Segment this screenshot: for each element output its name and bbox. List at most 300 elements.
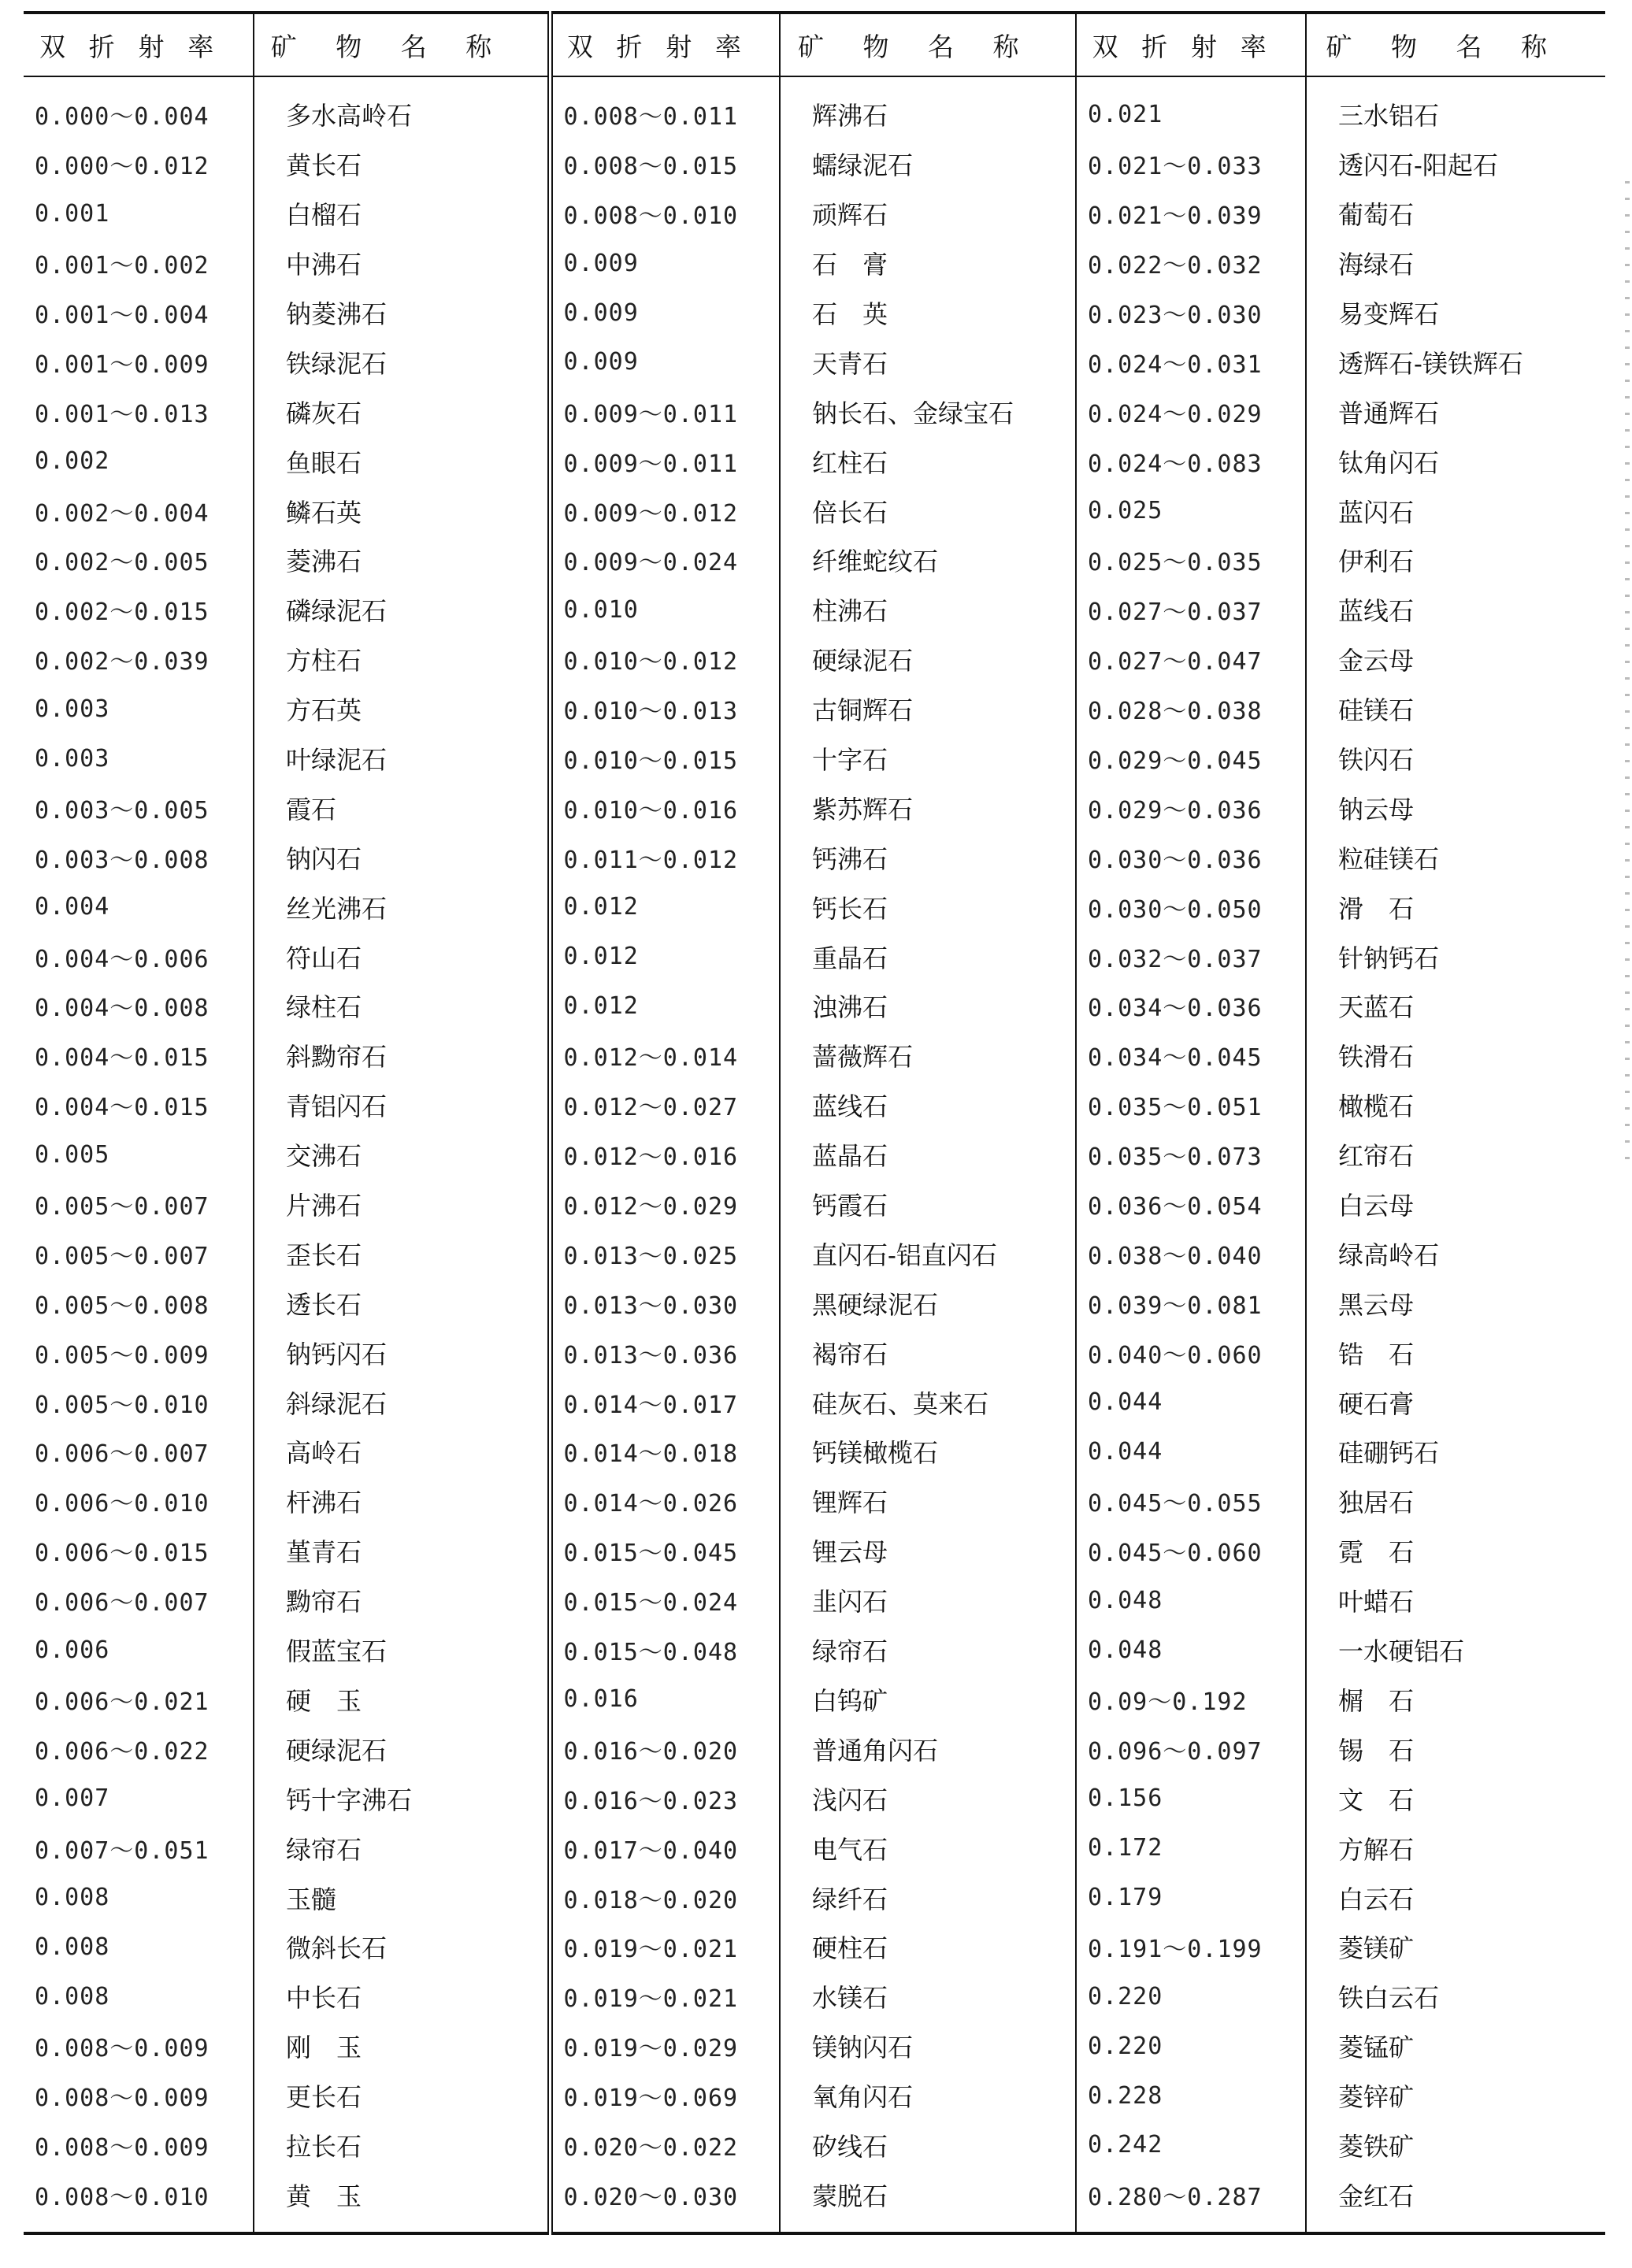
- mineral-name: 刚 玉: [254, 2022, 550, 2071]
- birefringence-value: 0.013～0.036: [550, 1328, 780, 1377]
- mineral-name: 石 膏: [780, 239, 1076, 288]
- edge-mark: [1625, 231, 1630, 233]
- mineral-name: 钠钙闪石: [254, 1328, 550, 1377]
- mineral-name: 韭闪石: [780, 1576, 1076, 1625]
- mineral-name: 氧角闪石: [780, 2071, 1076, 2121]
- edge-mark: [1625, 247, 1630, 250]
- mineral-name: 锡 石: [1338, 1735, 1415, 1766]
- birefringence-value: 0.004～0.015: [24, 1031, 254, 1080]
- header-mineral-name-1: 矿物名称: [254, 13, 550, 76]
- table-row: [24, 1228, 1605, 1278]
- mineral-name: 蓝闪石: [1338, 497, 1415, 528]
- edge-mark: [1625, 512, 1630, 514]
- edge-mark: [1625, 561, 1630, 564]
- birefringence-value: 0.008～0.009: [24, 2071, 254, 2121]
- edge-mark: [1625, 1124, 1630, 1126]
- table-row: [24, 1377, 1605, 1427]
- mineral-name: 堇青石: [254, 1526, 550, 1576]
- table-row: [24, 1724, 1605, 1773]
- mineral-name: 钠菱沸石: [254, 288, 550, 338]
- table-row: [24, 288, 1605, 338]
- edge-mark: [1625, 727, 1630, 729]
- mineral-name: 钛角闪石: [1338, 447, 1440, 478]
- mineral-name: 金红石: [1306, 2170, 1605, 2233]
- mineral-name: 中沸石: [254, 239, 550, 288]
- mineral-name: 纤维蛇纹石: [780, 536, 1076, 585]
- mineral-name: 褐帘石: [780, 1328, 1076, 1377]
- page-edge-bleed: [1623, 181, 1630, 2071]
- birefringence-value: 0.015～0.048: [550, 1625, 780, 1675]
- birefringence-value: 0.003～0.008: [24, 832, 254, 882]
- edge-mark: [1625, 876, 1630, 878]
- table-row: [24, 486, 1605, 536]
- birefringence-value: 0.012～0.029: [550, 1180, 780, 1229]
- edge-mark: [1625, 479, 1630, 481]
- birefringence-value: 0.005～0.010: [24, 1377, 254, 1427]
- mineral-name: 直闪石-铝直闪石: [780, 1228, 1076, 1278]
- birefringence-value: 0.010～0.015: [550, 734, 780, 784]
- mineral-name: 鱼眼石: [254, 436, 550, 486]
- birefringence-value: 0.179: [1076, 1873, 1306, 1922]
- mineral-name: 硅镁石: [1338, 695, 1415, 726]
- mineral-name: 三水铝石: [1338, 101, 1440, 132]
- mineral-name: 交沸石: [254, 1130, 550, 1180]
- birefringence-value: 0.004～0.006: [24, 932, 254, 981]
- mineral-name: 黄 玉: [254, 2170, 550, 2233]
- birefringence-value: 0.172: [1076, 1823, 1306, 1873]
- birefringence-value: 0.021～0.039: [1076, 189, 1306, 239]
- table-row: [24, 1576, 1605, 1625]
- mineral-name: 磷绿泥石: [254, 585, 550, 635]
- birefringence-value: 0.006～0.021: [24, 1675, 254, 1725]
- mineral-name: 伊利石: [1338, 547, 1415, 577]
- mineral-name: 高岭石: [254, 1427, 550, 1477]
- birefringence-value: 0.010: [550, 585, 780, 635]
- birefringence-value: 0.000～0.012: [24, 139, 254, 189]
- mineral-name: 符山石: [254, 932, 550, 981]
- edge-mark: [1625, 892, 1630, 895]
- edge-mark: [1625, 1058, 1630, 1060]
- edge-mark: [1625, 991, 1630, 994]
- birefringence-value: 0.001～0.009: [24, 337, 254, 387]
- birefringence-value: 0.038～0.040: [1076, 1228, 1306, 1278]
- birefringence-value: 0.156: [1076, 1773, 1306, 1823]
- mineral-name: 红帘石: [1338, 1141, 1415, 1172]
- edge-mark: [1625, 1140, 1630, 1143]
- mineral-name: 天青石: [780, 337, 1076, 387]
- birefringence-value: 0.005: [24, 1130, 254, 1180]
- birefringence-value: 0.018～0.020: [550, 1873, 780, 1922]
- mineral-name: 玉髓: [254, 1873, 550, 1922]
- mineral-name: 绿纤石: [780, 1873, 1076, 1922]
- birefringence-value: 0.008～0.011: [550, 76, 780, 139]
- birefringence-value: 0.015～0.024: [550, 1576, 780, 1625]
- table-row: [24, 1080, 1605, 1130]
- mineral-name: 锂云母: [780, 1526, 1076, 1576]
- table-row: [24, 1526, 1605, 1576]
- mineral-name: 滑 石: [1338, 893, 1415, 924]
- table-row: [24, 932, 1605, 981]
- mineral-name: 电气石: [780, 1823, 1076, 1873]
- mineral-name: 钠云母: [1338, 794, 1415, 825]
- edge-mark: [1625, 396, 1630, 398]
- birefringence-value: 0.048: [1076, 1625, 1306, 1675]
- birefringence-value: 0.035～0.051: [1076, 1080, 1306, 1130]
- birefringence-value: 0.220: [1076, 1972, 1306, 2022]
- mineral-name: 海绿石: [1338, 250, 1415, 280]
- edge-mark: [1625, 1041, 1630, 1043]
- table-row: [24, 189, 1605, 239]
- mineral-name: 菱锌矿: [1338, 2082, 1415, 2113]
- mineral-name: 鳞石英: [254, 486, 550, 536]
- mineral-name: 白钨矿: [780, 1675, 1076, 1725]
- birefringence-value: 0.025～0.035: [1076, 536, 1306, 585]
- birefringence-value: 0.014～0.026: [550, 1477, 780, 1526]
- birefringence-value: 0.025: [1076, 486, 1306, 536]
- birefringence-value: 0.044: [1076, 1377, 1306, 1427]
- edge-mark: [1625, 1091, 1630, 1093]
- edge-mark: [1625, 644, 1630, 647]
- table-header: [24, 13, 1605, 76]
- table-row: [24, 882, 1605, 932]
- birefringence-value: 0.027～0.037: [1076, 585, 1306, 635]
- mineral-name: 蓝线石: [1338, 596, 1415, 627]
- birefringence-value: 0.004～0.015: [24, 1080, 254, 1130]
- birefringence-value: 0.002～0.005: [24, 536, 254, 585]
- table-row: [24, 1278, 1605, 1328]
- mineral-name: 绿柱石: [254, 981, 550, 1031]
- birefringence-value: 0.007～0.051: [24, 1823, 254, 1873]
- header-birefringence-3: 双折射率: [1076, 13, 1306, 76]
- mineral-name: 浅闪石: [780, 1773, 1076, 1823]
- edge-mark: [1625, 1157, 1630, 1159]
- birefringence-value: 0.009～0.012: [550, 486, 780, 536]
- edge-mark: [1625, 595, 1630, 597]
- birefringence-value: 0.008～0.015: [550, 139, 780, 189]
- mineral-name: 易变辉石: [1338, 299, 1440, 329]
- edge-mark: [1625, 297, 1630, 299]
- mineral-name: 片沸石: [254, 1180, 550, 1229]
- edge-mark: [1625, 429, 1630, 432]
- birefringence-value: 0.002～0.015: [24, 585, 254, 635]
- mineral-name: 歪长石: [254, 1228, 550, 1278]
- mineral-name: 青铝闪石: [254, 1080, 550, 1130]
- table-row: [24, 2170, 1605, 2233]
- mineral-name: 天蓝石: [1338, 992, 1415, 1023]
- mineral-name: 蓝线石: [780, 1080, 1076, 1130]
- birefringence-value: 0.029～0.045: [1076, 734, 1306, 784]
- birefringence-value: 0.010～0.016: [550, 783, 780, 832]
- header-mineral-name-2: 矿物名称: [780, 13, 1076, 76]
- edge-mark: [1625, 313, 1630, 316]
- birefringence-value: 0.009: [550, 239, 780, 288]
- birefringence-value: 0.036～0.054: [1076, 1180, 1306, 1229]
- edge-mark: [1625, 661, 1630, 663]
- edge-mark: [1625, 826, 1630, 828]
- birefringence-value: 0.010～0.012: [550, 635, 780, 684]
- mineral-name: 蔷薇辉石: [780, 1031, 1076, 1080]
- mineral-name: 白云石: [1338, 1884, 1415, 1914]
- birefringence-value: 0.012: [550, 932, 780, 981]
- birefringence-value: 0.096～0.097: [1076, 1724, 1306, 1773]
- birefringence-table-container: [24, 11, 1605, 2235]
- birefringence-value: 0.008: [24, 1972, 254, 2022]
- mineral-name: 蓝晶石: [780, 1130, 1076, 1180]
- mineral-name: 针钠钙石: [1338, 943, 1440, 973]
- edge-mark: [1625, 545, 1630, 547]
- birefringence-value: 0.004～0.008: [24, 981, 254, 1031]
- mineral-name: 假蓝宝石: [254, 1625, 550, 1675]
- birefringence-value: 0.003～0.005: [24, 783, 254, 832]
- mineral-name: 柱沸石: [780, 585, 1076, 635]
- birefringence-value: 0.008～0.009: [24, 2022, 254, 2071]
- birefringence-value: 0.014～0.017: [550, 1377, 780, 1427]
- birefringence-value: 0.019～0.021: [550, 1972, 780, 2022]
- header-birefringence-2: 双折射率: [550, 13, 780, 76]
- header-mineral-name-3: 矿物名称: [1306, 13, 1605, 76]
- birefringence-value: 0.022～0.032: [1076, 239, 1306, 288]
- edge-mark: [1625, 611, 1630, 613]
- table-row: [24, 1625, 1605, 1675]
- mineral-name: 绿高岭石: [1338, 1240, 1440, 1270]
- birefringence-value: 0.045～0.060: [1076, 1526, 1306, 1576]
- mineral-name: 粒硅镁石: [1338, 843, 1440, 874]
- mineral-name: 古铜辉石: [780, 684, 1076, 734]
- birefringence-value: 0.006: [24, 1625, 254, 1675]
- birefringence-value: 0.016: [550, 1675, 780, 1725]
- birefringence-value: 0.005～0.008: [24, 1278, 254, 1328]
- mineral-name: 黑硬绿泥石: [780, 1278, 1076, 1328]
- birefringence-value: 0.001～0.013: [24, 387, 254, 436]
- edge-mark: [1625, 1074, 1630, 1077]
- birefringence-value: 0.008～0.010: [550, 189, 780, 239]
- mineral-name: 普通辉石: [1338, 398, 1440, 428]
- mineral-name: 钠长石、金绿宝石: [780, 387, 1076, 436]
- birefringence-value: 0.002～0.039: [24, 635, 254, 684]
- mineral-name: 多水高岭石: [254, 76, 550, 139]
- birefringence-value: 0.008: [24, 1922, 254, 1972]
- mineral-name: 普通角闪石: [780, 1724, 1076, 1773]
- birefringence-value: 0.002: [24, 436, 254, 486]
- mineral-name: 方解石: [1338, 1834, 1415, 1865]
- birefringence-value: 0.006～0.015: [24, 1526, 254, 1576]
- mineral-name: 中长石: [254, 1972, 550, 2022]
- mineral-name: 硬 玉: [254, 1675, 550, 1725]
- birefringence-value: 0.001～0.004: [24, 288, 254, 338]
- birefringence-value: 0.024～0.083: [1076, 436, 1306, 486]
- birefringence-value: 0.012～0.016: [550, 1130, 780, 1180]
- edge-mark: [1625, 363, 1630, 365]
- table-row: [24, 734, 1605, 784]
- birefringence-value: 0.011～0.012: [550, 832, 780, 882]
- mineral-name: 白云母: [1338, 1191, 1415, 1221]
- edge-mark: [1625, 810, 1630, 812]
- birefringence-value: 0.048: [1076, 1576, 1306, 1625]
- mineral-name: 钙镁橄榄石: [780, 1427, 1076, 1477]
- table-row: [24, 585, 1605, 635]
- birefringence-value: 0.006～0.010: [24, 1477, 254, 1526]
- edge-mark: [1625, 760, 1630, 762]
- mineral-name: 霞石: [254, 783, 550, 832]
- table-row: [24, 1873, 1605, 1922]
- mineral-name: 红柱石: [780, 436, 1076, 486]
- mineral-name: 黄长石: [254, 139, 550, 189]
- birefringence-value: 0.029～0.036: [1076, 783, 1306, 832]
- table-row: [24, 684, 1605, 734]
- edge-mark: [1625, 495, 1630, 498]
- edge-mark: [1625, 330, 1630, 332]
- table-row: [24, 76, 1605, 139]
- birefringence-value: 0.012～0.027: [550, 1080, 780, 1130]
- mineral-name: 十字石: [780, 734, 1076, 784]
- mineral-name: 绿帘石: [254, 1823, 550, 1873]
- mineral-name: 菱镁矿: [1338, 1933, 1415, 1964]
- table-row: [24, 436, 1605, 486]
- birefringence-value: 0.008～0.009: [24, 2121, 254, 2170]
- birefringence-value: 0.021～0.033: [1076, 139, 1306, 189]
- mineral-name: 黑云母: [1338, 1289, 1415, 1320]
- birefringence-value: 0.017～0.040: [550, 1823, 780, 1873]
- birefringence-value: 0.001: [24, 189, 254, 239]
- table-row: [24, 981, 1605, 1031]
- mineral-name: 铁滑石: [1338, 1042, 1415, 1073]
- birefringence-value: 0.016～0.023: [550, 1773, 780, 1823]
- birefringence-value: 0.012: [550, 882, 780, 932]
- birefringence-value: 0.010～0.013: [550, 684, 780, 734]
- edge-mark: [1625, 578, 1630, 580]
- birefringence-value: 0.020～0.030: [550, 2170, 780, 2233]
- edge-mark: [1625, 413, 1630, 415]
- edge-mark: [1625, 975, 1630, 977]
- birefringence-value: 0.019～0.069: [550, 2071, 780, 2121]
- birefringence-value: 0.006～0.022: [24, 1724, 254, 1773]
- mineral-name: 杆沸石: [254, 1477, 550, 1526]
- mineral-name: 叶蜡石: [1338, 1587, 1415, 1618]
- birefringence-value: 0.028～0.038: [1076, 684, 1306, 734]
- table-row: [24, 1922, 1605, 1972]
- edge-mark: [1625, 694, 1630, 696]
- mineral-name: 磷灰石: [254, 387, 550, 436]
- mineral-name: 菱锰矿: [1338, 2033, 1415, 2063]
- mineral-name: 矽线石: [780, 2121, 1076, 2170]
- table-row: [24, 536, 1605, 585]
- mineral-name: 蠕绿泥石: [780, 139, 1076, 189]
- birefringence-value: 0.220: [1076, 2022, 1306, 2071]
- birefringence-value: 0.242: [1076, 2121, 1306, 2170]
- mineral-name: 拉长石: [254, 2121, 550, 2170]
- mineral-name: 铁绿泥石: [254, 337, 550, 387]
- table-row: [24, 1427, 1605, 1477]
- mineral-name: 榍 石: [1338, 1685, 1415, 1716]
- birefringence-value: 0.045～0.055: [1076, 1477, 1306, 1526]
- edge-mark: [1625, 380, 1630, 382]
- edge-mark: [1625, 446, 1630, 448]
- mineral-name: 锂辉石: [780, 1477, 1076, 1526]
- birefringence-value: 0.021: [1076, 76, 1306, 139]
- mineral-name: 铁闪石: [1338, 745, 1415, 776]
- birefringence-value: 0.009: [550, 337, 780, 387]
- birefringence-value: 0.013～0.025: [550, 1228, 780, 1278]
- mineral-name: 硬柱石: [780, 1922, 1076, 1972]
- birefringence-value: 0.030～0.050: [1076, 882, 1306, 932]
- birefringence-value: 0.009～0.011: [550, 387, 780, 436]
- mineral-name: 橄榄石: [1338, 1091, 1415, 1122]
- table-row: [24, 2022, 1605, 2071]
- mineral-name: 辉沸石: [780, 76, 1076, 139]
- mineral-name: 钙沸石: [780, 832, 1076, 882]
- birefringence-value: 0.024～0.031: [1076, 337, 1306, 387]
- birefringence-value: 0.006～0.007: [24, 1576, 254, 1625]
- table-row: [24, 2071, 1605, 2121]
- birefringence-value: 0.013～0.030: [550, 1278, 780, 1328]
- birefringence-value: 0.012: [550, 981, 780, 1031]
- edge-mark: [1625, 859, 1630, 862]
- birefringence-value: 0.009～0.011: [550, 436, 780, 486]
- birefringence-value: 0.032～0.037: [1076, 932, 1306, 981]
- edge-mark: [1625, 743, 1630, 746]
- birefringence-value: 0.000～0.004: [24, 76, 254, 139]
- table-row: [24, 1675, 1605, 1725]
- table-row: [24, 1180, 1605, 1229]
- edge-mark: [1625, 1008, 1630, 1010]
- mineral-name: 方石英: [254, 684, 550, 734]
- table-row: [24, 1477, 1605, 1526]
- table-row: [24, 1031, 1605, 1080]
- mineral-name: 透长石: [254, 1278, 550, 1328]
- mineral-name: 硬绿泥石: [254, 1724, 550, 1773]
- birefringence-value: 0.023～0.030: [1076, 288, 1306, 338]
- birefringence-value: 0.191～0.199: [1076, 1922, 1306, 1972]
- birefringence-value: 0.005～0.007: [24, 1228, 254, 1278]
- birefringence-value: 0.002～0.004: [24, 486, 254, 536]
- mineral-name: 顽辉石: [780, 189, 1076, 239]
- birefringence-value: 0.016～0.020: [550, 1724, 780, 1773]
- header-row: [24, 13, 1605, 76]
- birefringence-value: 0.007: [24, 1773, 254, 1823]
- birefringence-value: 0.280～0.287: [1076, 2170, 1306, 2233]
- mineral-name: 紫苏辉石: [780, 783, 1076, 832]
- birefringence-value: 0.005～0.009: [24, 1328, 254, 1377]
- mineral-name: 水镁石: [780, 1972, 1076, 2022]
- mineral-name: 浊沸石: [780, 981, 1076, 1031]
- birefringence-value: 0.003: [24, 684, 254, 734]
- edge-mark: [1625, 462, 1630, 465]
- mineral-name: 蒙脱石: [780, 2170, 1076, 2233]
- mineral-name: 锆 石: [1338, 1339, 1415, 1369]
- birefringence-value: 0.005～0.007: [24, 1180, 254, 1229]
- mineral-name: 石 英: [780, 288, 1076, 338]
- mineral-name: 霓 石: [1338, 1537, 1415, 1568]
- mineral-name: 透辉石-镁铁辉石: [1338, 348, 1523, 379]
- birefringence-value: 0.034～0.036: [1076, 981, 1306, 1031]
- table-row: [24, 337, 1605, 387]
- mineral-name: 重晶石: [780, 932, 1076, 981]
- edge-mark: [1625, 958, 1630, 961]
- mineral-name: 方柱石: [254, 635, 550, 684]
- mineral-name: 独居石: [1338, 1488, 1415, 1518]
- table-row: [24, 1823, 1605, 1873]
- edge-mark: [1625, 843, 1630, 845]
- edge-mark: [1625, 528, 1630, 531]
- mineral-name: 金云母: [1338, 646, 1415, 676]
- birefringence-value: 0.09～0.192: [1076, 1675, 1306, 1725]
- edge-mark: [1625, 942, 1630, 944]
- table-row: [24, 139, 1605, 189]
- mineral-name: 丝光沸石: [254, 882, 550, 932]
- birefringence-value: 0.027～0.047: [1076, 635, 1306, 684]
- mineral-name: 白榴石: [254, 189, 550, 239]
- mineral-name: 菱铁矿: [1338, 2131, 1415, 2162]
